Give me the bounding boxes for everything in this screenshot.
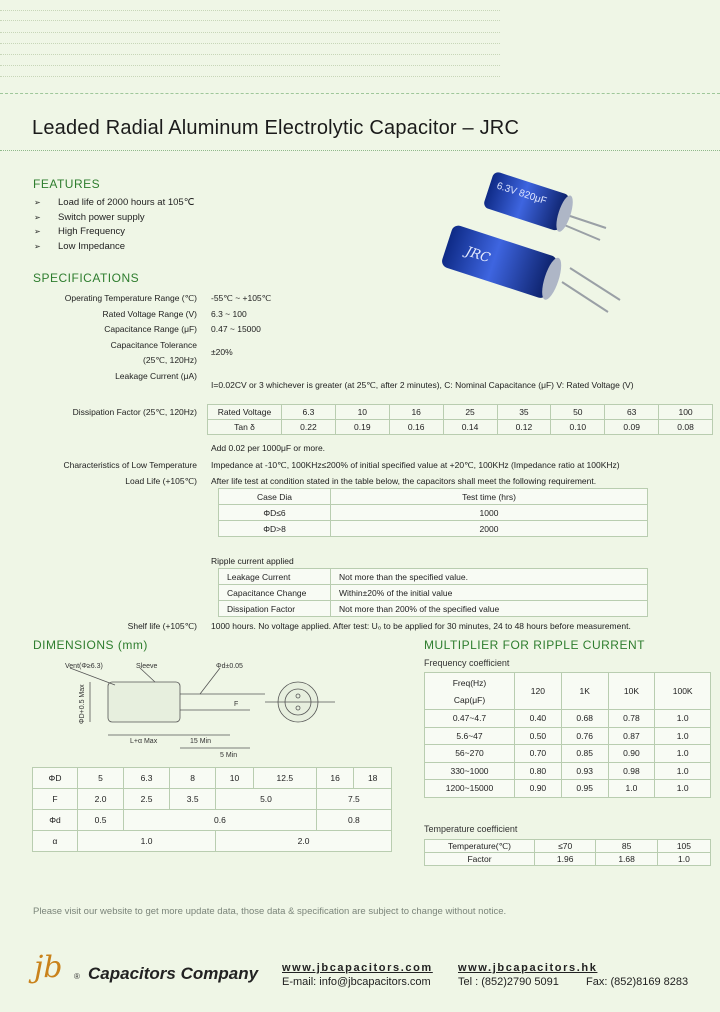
load-life-table: [218, 488, 648, 537]
table-cell: Not more than the specified value.: [331, 569, 648, 585]
website-link[interactable]: www.jbcapacitors.com: [282, 962, 433, 974]
fax: Fax: (852)8169 8283: [586, 976, 689, 988]
features-heading: FEATURES: [33, 177, 101, 191]
ripple-multiplier-heading: MULTIPLIER FOR RIPPLE CURRENT: [424, 638, 645, 652]
table-cell: 0.12: [497, 420, 551, 435]
drawing-label: F: [234, 701, 239, 708]
table-cell: 0.90: [515, 780, 562, 798]
spec-label: Dissipation Factor (25℃, 120Hz): [72, 407, 197, 417]
table-header: [425, 673, 515, 710]
table-row: [425, 727, 711, 745]
table-cell: 85: [596, 840, 657, 853]
table-cell: 2000: [331, 521, 648, 537]
spec-label: Capacitance Range (μF): [104, 324, 197, 334]
table-cell: 0.70: [515, 745, 562, 763]
table-cell: 330~1000: [425, 762, 515, 780]
freq-header: Freq(Hz): [452, 677, 487, 688]
table-cell: 0.85: [561, 745, 608, 763]
table-cell: 1200~15000: [425, 780, 515, 798]
table-cell: 1.0: [608, 780, 655, 798]
table-cell: 1.0: [655, 710, 711, 728]
table-cell: 0.5: [78, 810, 124, 831]
table-row: [425, 780, 711, 798]
table-row: [33, 789, 392, 810]
table-cell: Not more than 200% of the specified value: [331, 601, 648, 617]
table-cell: 0.50: [515, 727, 562, 745]
spec-value: 1000 hours. No voltage applied. After test: U₀ to be applied for 30 minutes, 24 to 48 hours before measurement.: [211, 621, 631, 631]
telephone: Tel : (852)2790 5091: [458, 976, 559, 988]
table-row: [208, 405, 713, 420]
table-cell: 1.0: [655, 762, 711, 780]
table-cell: 0.47~4.7: [425, 710, 515, 728]
spec-value: I=0.02CV or 3 whichever is greater (at 25℃, after 2 minutes), C: Nominal Capacitance (μF) V: Rated Voltage (V): [211, 380, 634, 390]
ripple-requirement-table: [218, 568, 648, 617]
table-cell: 8: [170, 768, 216, 789]
table-cell: 1000: [331, 505, 648, 521]
dissipation-table: [207, 404, 713, 435]
dimension-drawing: [60, 660, 360, 760]
table-cell: 0.93: [561, 762, 608, 780]
table-cell: 5.0: [216, 789, 317, 810]
table-cell: 1.0: [655, 780, 711, 798]
spec-value: ±20%: [211, 347, 233, 357]
table-header: Φd: [33, 810, 78, 831]
table-cell: 0.80: [515, 762, 562, 780]
list-item: ➢ High Frequency: [34, 225, 194, 240]
spec-value: 0.47 ~ 15000: [211, 324, 261, 334]
table-cell: 18: [354, 768, 392, 789]
email-link[interactable]: E-mail: info@jbcapacitors.com: [282, 976, 431, 988]
table-cell: 1.96: [535, 853, 596, 866]
spec-label: Operating Temperature Range (℃): [64, 293, 197, 303]
drawing-label: Vent(Φ≥6.3): [65, 663, 103, 670]
table-cell: Leakage Current: [219, 569, 331, 585]
table-header: Temperature(℃): [425, 840, 535, 853]
table-row: [425, 853, 711, 866]
table-cell: 35: [497, 405, 551, 420]
table-header: Factor: [425, 853, 535, 866]
table-header: 100K: [655, 673, 711, 710]
temperature-coefficient-table: [424, 839, 711, 866]
table-cell: 0.19: [335, 420, 389, 435]
frequency-coefficient-table: [424, 672, 711, 798]
spec-value: 6.3 ~ 100: [211, 309, 247, 319]
table-cell: Dissipation Factor: [219, 601, 331, 617]
table-cell: 0.95: [561, 780, 608, 798]
table-header: 10K: [608, 673, 655, 710]
table-cell: 6.3: [124, 768, 170, 789]
features-list: [34, 196, 194, 254]
table-cell: 0.90: [608, 745, 655, 763]
spec-label: Capacitance Tolerance: [110, 340, 197, 350]
table-row: [425, 710, 711, 728]
capacitor-label: JRC: [463, 244, 492, 267]
table-cell: 0.78: [608, 710, 655, 728]
table-row: [219, 585, 648, 601]
table-header: Case Dia: [219, 489, 331, 505]
table-row: [33, 831, 392, 852]
table-row: [33, 810, 392, 831]
company-logo: jb: [34, 950, 63, 985]
spec-label: Shelf life (+105℃): [127, 621, 197, 631]
table-row: [425, 840, 711, 853]
table-cell: 10: [335, 405, 389, 420]
capacitor-photo: [430, 168, 660, 318]
table-header: α: [33, 831, 78, 852]
table-cell: 0.09: [605, 420, 659, 435]
table-row: [219, 521, 648, 537]
list-item: ➢ Load life of 2000 hours at 105℃: [34, 196, 194, 211]
table-cell: 0.76: [561, 727, 608, 745]
dimensions-heading: DIMENSIONS (mm): [33, 638, 148, 652]
table-cell: Tan δ: [208, 420, 282, 435]
table-row: [219, 601, 648, 617]
table-cell: Capacitance Change: [219, 585, 331, 601]
spec-label: Rated Voltage Range (V): [102, 309, 197, 319]
list-item: ➢ Low Impedance: [34, 240, 194, 255]
table-cell: 1.0: [78, 831, 216, 852]
spec-value: -55℃ ~ +105℃: [211, 293, 272, 303]
capacitor-small: [483, 171, 606, 240]
table-cell: Rated Voltage: [208, 405, 282, 420]
page-title: Leaded Radial Aluminum Electrolytic Capacitor – JRC: [32, 117, 520, 139]
table-cell: 56~270: [425, 745, 515, 763]
table-header: Test time (hrs): [331, 489, 648, 505]
table-cell: 0.87: [608, 727, 655, 745]
table-cell: 0.10: [551, 420, 605, 435]
table-cell: 25: [443, 405, 497, 420]
table-cell: 5: [78, 768, 124, 789]
table-row: [219, 569, 648, 585]
spec-value: Impedance at -10℃, 100KHz≤200% of initial specified value at +20℃, 100KHz (Impedance ratio at 100KHz): [211, 460, 620, 470]
table-cell: 1.68: [596, 853, 657, 866]
registered-mark: ®: [74, 972, 80, 981]
table-cell: 6.3: [282, 405, 336, 420]
table-row: [425, 673, 711, 710]
table-cell: 16: [316, 768, 354, 789]
table-row: [33, 768, 392, 789]
table-row: [425, 762, 711, 780]
table-header: ΦD: [33, 768, 78, 789]
spec-label: Load Life (+105℃): [125, 476, 197, 486]
table-cell: 1.0: [655, 745, 711, 763]
website-link[interactable]: www.jbcapacitors.hk: [458, 962, 598, 974]
temperature-coefficient-title: Temperature coefficient: [424, 824, 518, 834]
drawing-label: ΦD+0.5 Max: [79, 684, 86, 724]
table-cell: ΦD>8: [219, 521, 331, 537]
table-cell: 16: [389, 405, 443, 420]
company-name: Capacitors Company: [88, 964, 259, 983]
table-row: [219, 505, 648, 521]
table-cell: 7.5: [316, 789, 391, 810]
drawing-label: Sleeve: [136, 663, 158, 670]
table-row: [208, 420, 713, 435]
capacitor-label: 6.3V 820μF: [495, 180, 548, 208]
table-cell: 12.5: [253, 768, 316, 789]
table-cell: ≤70: [535, 840, 596, 853]
drawing-label: Φd±0.05: [216, 663, 243, 670]
spec-label: Leakage Current (μA): [115, 371, 197, 381]
table-cell: 0.6: [124, 810, 317, 831]
table-cell: 10: [216, 768, 254, 789]
spec-note: Add 0.02 per 1000μF or more.: [211, 443, 326, 453]
table-header: F: [33, 789, 78, 810]
table-cell: 1.0: [657, 853, 710, 866]
table-cell: 3.5: [170, 789, 216, 810]
table-cell: 0.14: [443, 420, 497, 435]
table-cell: 2.0: [78, 789, 124, 810]
table-header: 120: [515, 673, 562, 710]
table-cell: 63: [605, 405, 659, 420]
table-header: 1K: [561, 673, 608, 710]
cap-header: Cap(μF): [453, 694, 486, 705]
table-cell: 0.68: [561, 710, 608, 728]
table-row: [425, 745, 711, 763]
table-cell: 0.8: [316, 810, 391, 831]
table-cell: 2.0: [216, 831, 392, 852]
frequency-coefficient-title: Frequency coefficient: [424, 658, 510, 668]
spec-label: Characteristics of Low Temperature: [63, 460, 197, 470]
table-cell: 0.40: [515, 710, 562, 728]
table-row: [219, 489, 648, 505]
spec-label: (25℃, 120Hz): [143, 355, 197, 365]
dimensions-table: [32, 767, 392, 852]
list-item: ➢ Switch power supply: [34, 211, 194, 226]
table-cell: ΦD≤6: [219, 505, 331, 521]
table-cell: 2.5: [124, 789, 170, 810]
spec-value: After life test at condition stated in the table below, the capacitors shall meet the following requirement.: [211, 476, 597, 486]
drawing-label: L+α Max: [130, 738, 158, 745]
table-cell: 50: [551, 405, 605, 420]
table-cell: 5.6~47: [425, 727, 515, 745]
table-cell: 100: [659, 405, 713, 420]
spec-value: Ripple current applied: [211, 556, 294, 566]
table-cell: 0.22: [282, 420, 336, 435]
footer-note: Please visit our website to get more update data, those data & specification are subject to change without notice.: [33, 906, 507, 917]
table-cell: 0.08: [659, 420, 713, 435]
drawing-label: 5 Min: [220, 752, 238, 759]
table-cell: 105: [657, 840, 710, 853]
drawing-label: 15 Min: [190, 738, 212, 745]
table-cell: Within±20% of the initial value: [331, 585, 648, 601]
table-cell: 1.0: [655, 727, 711, 745]
table-cell: 0.16: [389, 420, 443, 435]
table-cell: 0.98: [608, 762, 655, 780]
specifications-heading: SPECIFICATIONS: [33, 271, 140, 285]
